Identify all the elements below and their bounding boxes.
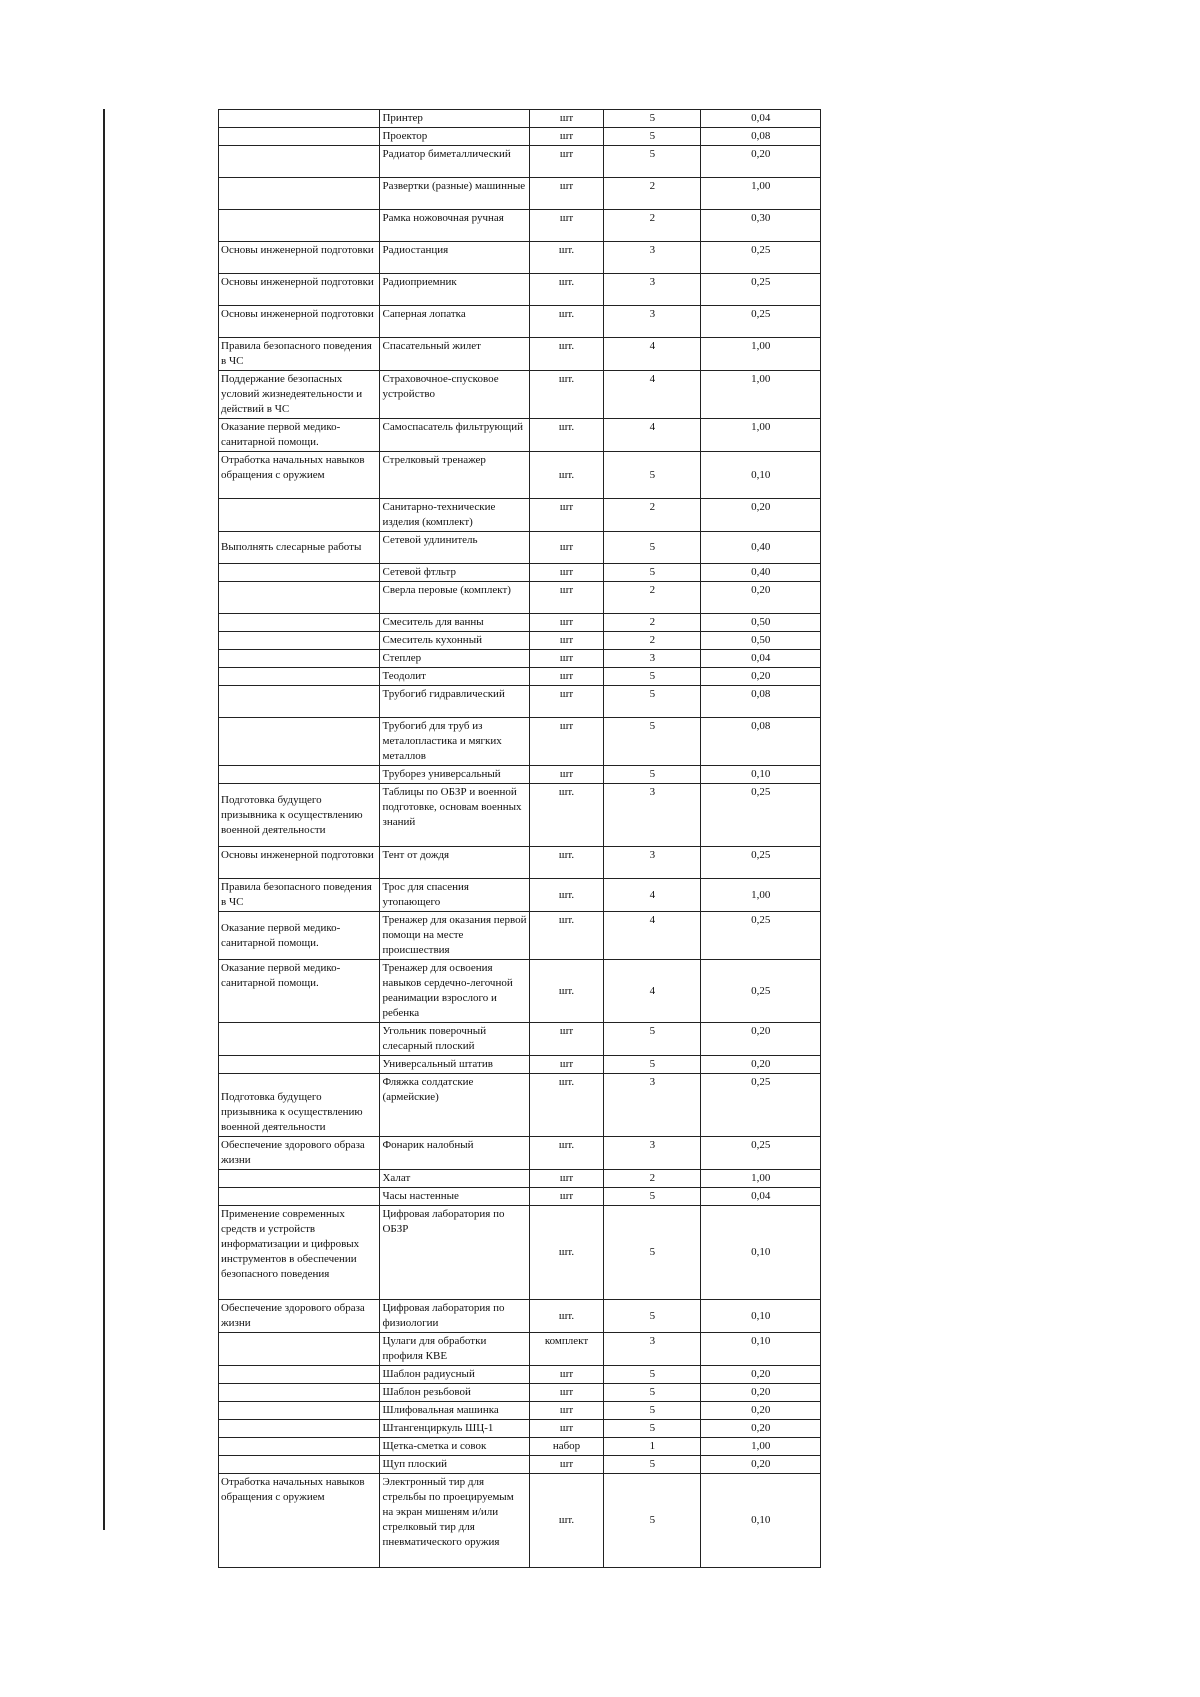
table-row: [219, 1170, 821, 1188]
row-coefficient: 0,25: [701, 912, 821, 960]
table-row: [219, 1056, 821, 1074]
row-item-name: Трубогиб для труб из металопластика и мягких металлов: [380, 718, 529, 766]
row-subject: Правила безопасного поведения в ЧС: [219, 338, 380, 371]
row-quantity: 2: [604, 632, 701, 650]
table-row: [219, 338, 821, 371]
row-subject: [219, 650, 380, 668]
row-coefficient: 0,40: [701, 564, 821, 582]
row-unit: шт: [529, 650, 604, 668]
row-quantity: 3: [604, 650, 701, 668]
row-quantity: 3: [604, 306, 701, 338]
row-unit: шт.: [529, 879, 604, 912]
row-coefficient: 1,00: [701, 338, 821, 371]
row-coefficient: 0,04: [701, 1188, 821, 1206]
table-row: [219, 718, 821, 766]
row-coefficient: 1,00: [701, 1170, 821, 1188]
row-quantity: 5: [604, 1366, 701, 1384]
row-subject: [219, 499, 380, 532]
row-item-name: Теодолит: [380, 668, 529, 686]
row-coefficient: 0,30: [701, 210, 821, 242]
row-unit: шт: [529, 110, 604, 128]
row-item-name: Сетевой фтльтр: [380, 564, 529, 582]
row-unit: шт: [529, 532, 604, 564]
row-coefficient: 0,20: [701, 1384, 821, 1402]
row-coefficient: 0,10: [701, 1333, 821, 1366]
row-subject: [219, 146, 380, 178]
row-coefficient: 0,08: [701, 718, 821, 766]
row-subject: [219, 1438, 380, 1456]
row-item-name: Радиостанция: [380, 242, 529, 274]
row-unit: шт.: [529, 1474, 604, 1568]
table-row: [219, 371, 821, 419]
row-quantity: 4: [604, 879, 701, 912]
table-row: [219, 632, 821, 650]
row-item-name: Труборез универсальный: [380, 766, 529, 784]
row-coefficient: 1,00: [701, 178, 821, 210]
row-subject: Основы инженерной подготовки: [219, 242, 380, 274]
equipment-table: [218, 109, 821, 1568]
row-item-name: Санитарно-технические изделия (комплект): [380, 499, 529, 532]
row-coefficient: 1,00: [701, 419, 821, 452]
row-item-name: Стрелковый тренажер: [380, 452, 529, 499]
row-subject: [219, 1188, 380, 1206]
table-row: [219, 1456, 821, 1474]
table-row: [219, 879, 821, 912]
table-row: [219, 419, 821, 452]
row-coefficient: 0,25: [701, 847, 821, 879]
table-row: [219, 532, 821, 564]
row-unit: шт: [529, 564, 604, 582]
row-quantity: 5: [604, 686, 701, 718]
row-subject: Основы инженерной подготовки: [219, 306, 380, 338]
row-unit: шт: [529, 210, 604, 242]
row-subject: [219, 110, 380, 128]
row-unit: шт: [529, 499, 604, 532]
row-coefficient: 1,00: [701, 371, 821, 419]
row-unit: шт: [529, 766, 604, 784]
row-subject: Подготовка будущего призывника к осуществлению военной деятельности: [219, 784, 380, 847]
row-quantity: 3: [604, 242, 701, 274]
row-unit: шт: [529, 1420, 604, 1438]
row-item-name: Щетка-сметка и совок: [380, 1438, 529, 1456]
row-quantity: 3: [604, 847, 701, 879]
row-coefficient: 0,20: [701, 1023, 821, 1056]
row-quantity: 2: [604, 178, 701, 210]
row-quantity: 5: [604, 1300, 701, 1333]
table-row: [219, 650, 821, 668]
row-unit: шт.: [529, 1074, 604, 1137]
table-row: [219, 128, 821, 146]
table-row: [219, 614, 821, 632]
row-coefficient: 0,25: [701, 784, 821, 847]
row-subject: [219, 632, 380, 650]
row-coefficient: 0,20: [701, 668, 821, 686]
row-unit: шт: [529, 1170, 604, 1188]
row-unit: шт: [529, 1056, 604, 1074]
row-item-name: Тент от дождя: [380, 847, 529, 879]
equipment-table-body: [219, 110, 821, 1568]
row-quantity: 5: [604, 532, 701, 564]
table-row: [219, 110, 821, 128]
row-item-name: Цифровая лаборатория по ОБЗР: [380, 1206, 529, 1300]
row-subject: Применение современных средств и устройств информатизации и цифровых инструментов в обеспечении безопасного поведения: [219, 1206, 380, 1300]
row-subject: [219, 668, 380, 686]
table-row: [219, 766, 821, 784]
row-item-name: Шаблон резьбовой: [380, 1384, 529, 1402]
row-coefficient: 0,20: [701, 146, 821, 178]
row-coefficient: 0,25: [701, 274, 821, 306]
row-item-name: Радиатор биметаллический: [380, 146, 529, 178]
row-coefficient: 0,25: [701, 1074, 821, 1137]
row-subject: Основы инженерной подготовки: [219, 274, 380, 306]
table-row: [219, 1438, 821, 1456]
row-quantity: 2: [604, 1170, 701, 1188]
row-subject: Подготовка будущего призывника к осуществлению военной деятельности: [219, 1074, 380, 1137]
table-row: [219, 452, 821, 499]
row-coefficient: 0,20: [701, 1402, 821, 1420]
row-unit: шт.: [529, 847, 604, 879]
row-item-name: Тренажер для оказания первой помощи на месте происшествия: [380, 912, 529, 960]
row-unit: шт: [529, 1188, 604, 1206]
row-quantity: 4: [604, 960, 701, 1023]
row-quantity: 2: [604, 614, 701, 632]
row-quantity: 3: [604, 1074, 701, 1137]
row-coefficient: 0,20: [701, 1056, 821, 1074]
row-quantity: 2: [604, 499, 701, 532]
table-row: [219, 242, 821, 274]
row-item-name: Саперная лопатка: [380, 306, 529, 338]
row-item-name: Самоспасатель фильтрующий: [380, 419, 529, 452]
row-unit: шт: [529, 1456, 604, 1474]
row-quantity: 5: [604, 1456, 701, 1474]
table-row: [219, 210, 821, 242]
row-coefficient: 0,25: [701, 242, 821, 274]
table-row: [219, 1333, 821, 1366]
row-quantity: 4: [604, 419, 701, 452]
table-row: [219, 1074, 821, 1137]
row-unit: шт.: [529, 1206, 604, 1300]
row-unit: шт.: [529, 338, 604, 371]
row-item-name: Фонарик налобный: [380, 1137, 529, 1170]
row-item-name: Таблицы по ОБЗР и военной подготовке, основам военных знаний: [380, 784, 529, 847]
row-quantity: 5: [604, 766, 701, 784]
table-row: [219, 1137, 821, 1170]
row-coefficient: 0,40: [701, 532, 821, 564]
row-item-name: Смеситель кухонный: [380, 632, 529, 650]
row-unit: шт: [529, 1023, 604, 1056]
row-unit: шт: [529, 686, 604, 718]
row-unit: шт: [529, 1366, 604, 1384]
row-quantity: 5: [604, 146, 701, 178]
table-row: [219, 1420, 821, 1438]
row-subject: [219, 1420, 380, 1438]
row-item-name: Халат: [380, 1170, 529, 1188]
row-subject: [219, 766, 380, 784]
row-quantity: 5: [604, 1206, 701, 1300]
row-quantity: 5: [604, 452, 701, 499]
row-coefficient: 0,25: [701, 1137, 821, 1170]
row-quantity: 5: [604, 128, 701, 146]
row-unit: набор: [529, 1438, 604, 1456]
row-unit: шт.: [529, 452, 604, 499]
row-subject: Правила безопасного поведения в ЧС: [219, 879, 380, 912]
row-subject: [219, 178, 380, 210]
row-quantity: 5: [604, 718, 701, 766]
row-item-name: Сетевой удлинитель: [380, 532, 529, 564]
row-unit: шт.: [529, 1137, 604, 1170]
row-quantity: 4: [604, 912, 701, 960]
row-item-name: Проектор: [380, 128, 529, 146]
row-quantity: 2: [604, 582, 701, 614]
table-row: [219, 1366, 821, 1384]
row-item-name: Угольник поверочный слесарный плоский: [380, 1023, 529, 1056]
row-unit: шт.: [529, 960, 604, 1023]
table-row: [219, 306, 821, 338]
row-subject: Оказание первой медико-санитарной помощи.: [219, 960, 380, 1023]
row-unit: шт: [529, 668, 604, 686]
table-row: [219, 912, 821, 960]
row-unit: шт.: [529, 419, 604, 452]
row-item-name: Сверла перовые (комплект): [380, 582, 529, 614]
row-item-name: Развертки (разные) машинные: [380, 178, 529, 210]
table-row: [219, 564, 821, 582]
row-unit: шт: [529, 1384, 604, 1402]
row-item-name: Щуп плоский: [380, 1456, 529, 1474]
table-row: [219, 1188, 821, 1206]
row-quantity: 5: [604, 1384, 701, 1402]
row-item-name: Универсальный штатив: [380, 1056, 529, 1074]
row-coefficient: 0,04: [701, 650, 821, 668]
table-row: [219, 178, 821, 210]
row-coefficient: 0,20: [701, 1420, 821, 1438]
row-unit: шт: [529, 178, 604, 210]
row-unit: шт: [529, 718, 604, 766]
row-coefficient: 0,25: [701, 960, 821, 1023]
row-item-name: Электронный тир для стрельбы по проецируемым на экран мишеням и/или стрелковый тир для пневматического оружия: [380, 1474, 529, 1568]
row-coefficient: 0,25: [701, 306, 821, 338]
row-coefficient: 0,04: [701, 110, 821, 128]
row-coefficient: 1,00: [701, 879, 821, 912]
row-item-name: Радиоприемник: [380, 274, 529, 306]
row-quantity: 5: [604, 1023, 701, 1056]
row-item-name: Степлер: [380, 650, 529, 668]
row-coefficient: 0,20: [701, 499, 821, 532]
row-item-name: Спасательный жилет: [380, 338, 529, 371]
row-item-name: Цифровая лаборатория по физиологии: [380, 1300, 529, 1333]
row-subject: Оказание первой медико-санитарной помощи.: [219, 419, 380, 452]
row-unit: шт.: [529, 274, 604, 306]
row-item-name: Страховочное-спусковое устройство: [380, 371, 529, 419]
table-row: [219, 960, 821, 1023]
row-coefficient: 0,08: [701, 128, 821, 146]
row-subject: [219, 1056, 380, 1074]
row-item-name: Трос для спасения утопающего: [380, 879, 529, 912]
row-item-name: Фляжка солдатские (армейские): [380, 1074, 529, 1137]
table-row: [219, 1402, 821, 1420]
row-subject: Поддержание безопасных условий жизнедеятельности и действий в ЧС: [219, 371, 380, 419]
row-subject: [219, 564, 380, 582]
row-quantity: 5: [604, 1056, 701, 1074]
row-item-name: Принтер: [380, 110, 529, 128]
row-unit: шт.: [529, 784, 604, 847]
table-row: [219, 1206, 821, 1300]
table-row: [219, 784, 821, 847]
row-subject: [219, 1384, 380, 1402]
row-coefficient: 0,10: [701, 766, 821, 784]
row-subject: [219, 1402, 380, 1420]
row-quantity: 3: [604, 1137, 701, 1170]
row-quantity: 4: [604, 371, 701, 419]
row-subject: [219, 210, 380, 242]
row-subject: Обеспечение здорового образа жизни: [219, 1137, 380, 1170]
row-coefficient: 0,10: [701, 1206, 821, 1300]
row-quantity: 5: [604, 1402, 701, 1420]
row-coefficient: 1,00: [701, 1438, 821, 1456]
row-item-name: Шаблон радиусный: [380, 1366, 529, 1384]
row-quantity: 5: [604, 668, 701, 686]
table-row: [219, 582, 821, 614]
row-quantity: 3: [604, 784, 701, 847]
table-row: [219, 1300, 821, 1333]
row-unit: шт.: [529, 306, 604, 338]
table-row: [219, 1474, 821, 1568]
row-subject: [219, 1333, 380, 1366]
table-row: [219, 499, 821, 532]
row-unit: шт.: [529, 242, 604, 274]
row-coefficient: 0,50: [701, 614, 821, 632]
row-quantity: 5: [604, 110, 701, 128]
row-unit: шт: [529, 582, 604, 614]
table-row: [219, 146, 821, 178]
row-subject: Выполнять слесарные работы: [219, 532, 380, 564]
table-row: [219, 274, 821, 306]
row-subject: Отработка начальных навыков обращения с оружием: [219, 452, 380, 499]
row-coefficient: 0,20: [701, 1456, 821, 1474]
row-subject: [219, 1366, 380, 1384]
row-item-name: Цулаги для обработки профиля КВЕ: [380, 1333, 529, 1366]
row-unit: шт.: [529, 1300, 604, 1333]
row-quantity: 5: [604, 564, 701, 582]
row-item-name: Рамка ножовочная ручная: [380, 210, 529, 242]
row-item-name: Тренажер для освоения навыков сердечно-легочной реанимации взрослого и ребенка: [380, 960, 529, 1023]
row-subject: [219, 128, 380, 146]
row-quantity: 3: [604, 1333, 701, 1366]
row-unit: шт.: [529, 371, 604, 419]
table-row: [219, 668, 821, 686]
row-coefficient: 0,10: [701, 452, 821, 499]
row-quantity: 5: [604, 1474, 701, 1568]
table-row: [219, 847, 821, 879]
row-unit: шт: [529, 146, 604, 178]
row-unit: шт.: [529, 912, 604, 960]
row-subject: [219, 1456, 380, 1474]
row-item-name: Смеситель для ванны: [380, 614, 529, 632]
row-unit: шт: [529, 632, 604, 650]
row-item-name: Трубогиб гидравлический: [380, 686, 529, 718]
row-subject: [219, 1023, 380, 1056]
row-quantity: 5: [604, 1420, 701, 1438]
row-coefficient: 0,10: [701, 1300, 821, 1333]
row-item-name: Штангенциркуль ШЦ-1: [380, 1420, 529, 1438]
row-subject: [219, 686, 380, 718]
row-quantity: 1: [604, 1438, 701, 1456]
row-unit: шт: [529, 1402, 604, 1420]
row-subject: Отработка начальных навыков обращения с оружием: [219, 1474, 380, 1568]
table-row: [219, 1384, 821, 1402]
margin-line: [103, 109, 105, 1530]
row-coefficient: 0,20: [701, 582, 821, 614]
row-coefficient: 0,50: [701, 632, 821, 650]
row-quantity: 2: [604, 210, 701, 242]
row-subject: [219, 582, 380, 614]
row-subject: Обеспечение здорового образа жизни: [219, 1300, 380, 1333]
row-unit: шт: [529, 128, 604, 146]
row-item-name: Часы настенные: [380, 1188, 529, 1206]
row-unit: шт: [529, 614, 604, 632]
row-subject: [219, 718, 380, 766]
row-coefficient: 0,08: [701, 686, 821, 718]
row-quantity: 5: [604, 1188, 701, 1206]
row-subject: [219, 1170, 380, 1188]
row-subject: [219, 614, 380, 632]
table-row: [219, 1023, 821, 1056]
row-unit: комплект: [529, 1333, 604, 1366]
row-subject: Основы инженерной подготовки: [219, 847, 380, 879]
row-item-name: Шлифовальная машинка: [380, 1402, 529, 1420]
row-quantity: 3: [604, 274, 701, 306]
row-quantity: 4: [604, 338, 701, 371]
row-coefficient: 0,10: [701, 1474, 821, 1568]
row-coefficient: 0,20: [701, 1366, 821, 1384]
row-subject: Оказание первой медико-санитарной помощи.: [219, 912, 380, 960]
table-row: [219, 686, 821, 718]
